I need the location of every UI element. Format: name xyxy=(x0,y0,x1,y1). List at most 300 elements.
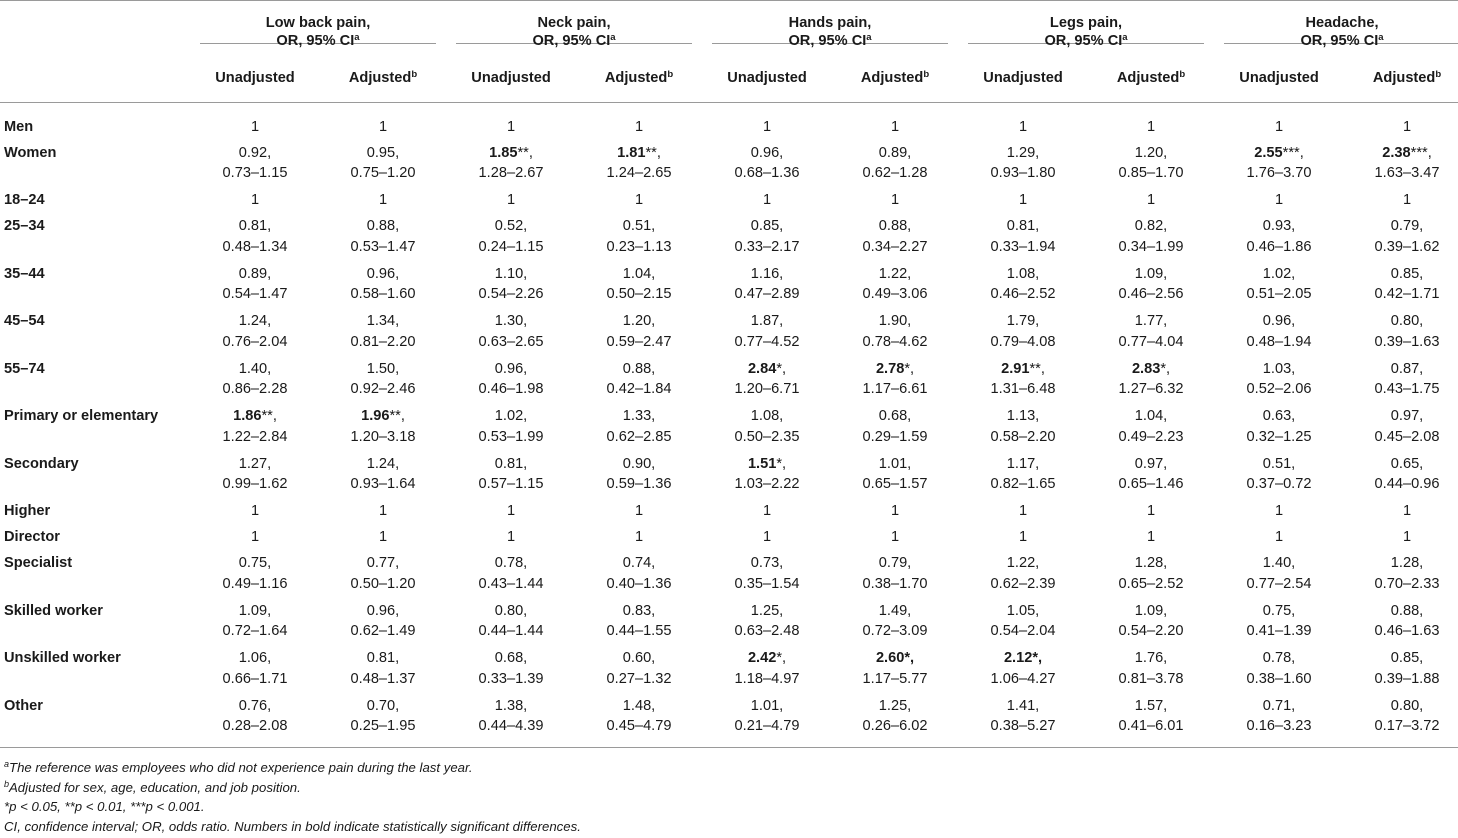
confidence-interval: 0.28–2.08 xyxy=(222,718,288,734)
value-cell xyxy=(1088,190,1214,216)
odds-ratio: 1.34, xyxy=(366,313,400,329)
value-cell xyxy=(832,696,958,748)
confidence-interval: 1.06–4.27 xyxy=(990,670,1056,687)
odds-ratio: 0.88, xyxy=(622,360,656,377)
adjusted-header xyxy=(1344,57,1458,102)
confidence-interval: 0.68–1.36 xyxy=(734,165,800,181)
value-cell xyxy=(446,601,576,649)
odds-ratio: 1 xyxy=(890,503,900,519)
confidence-interval: 0.65–1.46 xyxy=(1118,476,1184,492)
row-label: Skilled worker xyxy=(4,602,103,619)
value-cell xyxy=(190,406,320,454)
odds-ratio: 1 xyxy=(506,192,516,208)
confidence-interval: 0.58–2.20 xyxy=(990,428,1056,445)
odds-ratio: 1 xyxy=(378,503,388,519)
value-cell xyxy=(190,216,320,264)
odds-ratio: 1.33, xyxy=(622,408,656,424)
odds-ratio: 1 xyxy=(1274,192,1284,208)
group-subtitle: OR, 95% CI xyxy=(788,33,867,49)
odds-ratio: 0.85, xyxy=(750,218,784,234)
subheader-label: Adjusted xyxy=(348,70,412,86)
value-cell xyxy=(1344,501,1458,527)
value-cell xyxy=(1344,601,1458,649)
subheader-label: Unadjusted xyxy=(727,70,807,86)
confidence-interval: 0.42–1.84 xyxy=(606,381,672,397)
value-cell xyxy=(702,454,832,502)
confidence-interval: 0.75–1.20 xyxy=(350,165,416,181)
value-cell xyxy=(446,406,576,454)
table-row xyxy=(0,190,1458,216)
confidence-interval: 0.78–4.62 xyxy=(862,333,928,350)
value-cell xyxy=(1088,501,1214,527)
value-cell xyxy=(190,601,320,649)
confidence-interval: 1.20–3.18 xyxy=(350,428,416,445)
odds-ratio: 2.83 xyxy=(1131,360,1161,377)
table-row xyxy=(0,501,1458,527)
odds-ratio: 0.76, xyxy=(238,697,272,714)
odds-ratio: 1.24, xyxy=(366,455,400,472)
value-cell xyxy=(958,553,1088,601)
footnote-mark: a xyxy=(354,32,360,43)
odds-ratio: 1.57, xyxy=(1134,697,1168,714)
value-cell xyxy=(320,601,446,649)
confidence-interval: 1.24–2.65 xyxy=(606,165,672,181)
odds-ratio: 1.02, xyxy=(1262,265,1296,282)
group-header-row xyxy=(0,1,1458,58)
value-cell xyxy=(1214,406,1344,454)
odds-ratio: 1 xyxy=(762,118,772,135)
confidence-interval: 0.70–2.33 xyxy=(1374,575,1440,592)
odds-ratio: 1.22, xyxy=(878,265,912,282)
odds-ratio: 1 xyxy=(762,192,772,208)
odds-ratio: 1.04, xyxy=(622,265,656,282)
odds-ratio: 1 xyxy=(506,529,516,545)
odds-ratio: 1 xyxy=(1018,529,1028,545)
odds-ratio: 1 xyxy=(634,529,644,545)
unadjusted-header xyxy=(190,57,320,102)
confidence-interval: 0.39–1.63 xyxy=(1374,333,1440,350)
value-cell xyxy=(320,501,446,527)
value-cell xyxy=(576,501,702,527)
odds-ratio: 1.90, xyxy=(878,313,912,329)
group-subtitle: OR, 95% CI xyxy=(532,33,611,49)
confidence-interval: 1.22–2.84 xyxy=(222,428,288,445)
odds-ratio: 1.16, xyxy=(750,265,784,282)
confidence-interval: 0.65–1.57 xyxy=(862,476,928,492)
value-cell xyxy=(1214,648,1344,696)
table-row xyxy=(0,102,1458,143)
odds-ratio: 1.03, xyxy=(1262,360,1296,377)
group-title: Hands pain, xyxy=(788,15,872,31)
confidence-interval: 1.31–6.48 xyxy=(990,381,1056,397)
odds-ratio: 1 xyxy=(1402,192,1412,208)
value-cell xyxy=(958,359,1088,407)
footnote-mark: b xyxy=(4,778,10,789)
row-label: 35–44 xyxy=(4,265,45,282)
value-cell xyxy=(446,143,576,191)
footnote-mark: a xyxy=(1122,32,1128,43)
value-cell xyxy=(190,527,320,553)
subheader-row xyxy=(0,57,1458,102)
value-cell xyxy=(958,190,1088,216)
odds-ratio: 0.65, xyxy=(1390,455,1424,472)
group-title: Legs pain, xyxy=(1049,15,1123,31)
value-cell xyxy=(702,406,832,454)
value-cell xyxy=(1344,102,1458,143)
confidence-interval: 0.50–1.20 xyxy=(350,575,416,592)
value-cell xyxy=(576,102,702,143)
footnote-mark: b xyxy=(667,69,674,80)
confidence-interval: 0.93–1.80 xyxy=(990,165,1056,181)
confidence-interval: 0.29–1.59 xyxy=(862,428,928,445)
odds-ratio: 1 xyxy=(890,118,900,135)
subheader-label: Adjusted xyxy=(604,70,668,86)
table-row xyxy=(0,527,1458,553)
confidence-interval: 0.72–3.09 xyxy=(862,623,928,639)
value-cell xyxy=(1088,359,1214,407)
confidence-interval: 0.45–4.79 xyxy=(606,718,672,734)
odds-ratio: 0.77, xyxy=(366,555,400,571)
confidence-interval: 0.54–2.20 xyxy=(1118,623,1184,639)
footnote-mark: a xyxy=(1378,32,1384,43)
value-cell xyxy=(576,454,702,502)
row-label: Director xyxy=(4,529,60,545)
subheader-label: Adjusted xyxy=(1116,70,1180,86)
confidence-interval: 0.44–4.39 xyxy=(478,718,544,734)
odds-ratio: 1 xyxy=(1402,118,1412,135)
value-cell xyxy=(1214,454,1344,502)
confidence-interval: 0.50–2.35 xyxy=(734,428,800,445)
confidence-interval: 0.62–2.39 xyxy=(990,575,1056,592)
confidence-interval: 0.46–1.98 xyxy=(478,381,544,397)
confidence-interval: 0.48–1.37 xyxy=(350,670,416,687)
value-cell xyxy=(576,527,702,553)
confidence-interval: 0.46–1.63 xyxy=(1374,623,1440,639)
odds-ratio: 0.82, xyxy=(1134,218,1168,234)
confidence-interval: 0.38–1.60 xyxy=(1246,670,1312,687)
value-cell xyxy=(576,216,702,264)
footnote-mark: b xyxy=(1435,69,1442,80)
value-cell xyxy=(832,311,958,359)
adjusted-header xyxy=(320,57,446,102)
value-cell xyxy=(702,527,832,553)
footnote-mark: a xyxy=(610,32,616,43)
odds-ratio: 1.29, xyxy=(1006,144,1040,161)
odds-ratio: 1.48, xyxy=(622,697,656,714)
odds-ratio: 0.97, xyxy=(1390,408,1424,424)
value-cell xyxy=(1088,601,1214,649)
row-label: Men xyxy=(4,118,34,135)
odds-ratio: 1 xyxy=(1402,503,1412,519)
group-title: Headache, xyxy=(1305,15,1379,31)
confidence-interval: 0.72–1.64 xyxy=(222,623,288,639)
value-cell xyxy=(1088,553,1214,601)
table-row xyxy=(0,264,1458,312)
significance-mark: *, xyxy=(776,360,787,377)
confidence-interval: 1.17–6.61 xyxy=(862,381,928,397)
odds-ratio: 1 xyxy=(250,503,260,519)
odds-ratio: 0.92, xyxy=(238,144,272,161)
value-cell xyxy=(832,601,958,649)
confidence-interval: 0.79–4.08 xyxy=(990,333,1056,350)
odds-ratio: 1.77, xyxy=(1134,313,1168,329)
value-cell xyxy=(1344,648,1458,696)
confidence-interval: 1.18–4.97 xyxy=(734,670,800,687)
value-cell xyxy=(1344,311,1458,359)
odds-ratio: 1.04, xyxy=(1134,408,1168,424)
confidence-interval: 0.41–1.39 xyxy=(1246,623,1312,639)
unadjusted-header xyxy=(446,57,576,102)
group-subtitle: OR, 95% CI xyxy=(1300,33,1379,49)
odds-ratio: 1.02, xyxy=(494,408,528,424)
odds-ratio: 1 xyxy=(378,118,388,135)
value-cell xyxy=(576,696,702,748)
value-cell xyxy=(1214,527,1344,553)
confidence-interval: 0.44–1.44 xyxy=(478,623,544,639)
odds-ratio: 0.80, xyxy=(1390,313,1424,329)
odds-ratio: 0.89, xyxy=(878,144,912,161)
table-row xyxy=(0,406,1458,454)
odds-ratio: 1 xyxy=(634,118,644,135)
confidence-interval: 0.51–2.05 xyxy=(1246,286,1312,302)
value-cell xyxy=(958,601,1088,649)
confidence-interval: 0.85–1.70 xyxy=(1118,165,1184,181)
odds-ratio: 1.08, xyxy=(1006,265,1040,282)
odds-ratio: 0.70, xyxy=(366,697,400,714)
row-label: Secondary xyxy=(4,455,79,472)
odds-ratio: 1 xyxy=(1146,503,1156,519)
odds-ratio: 0.79, xyxy=(1390,218,1424,234)
value-cell xyxy=(1214,601,1344,649)
confidence-interval: 0.77–4.52 xyxy=(734,333,800,350)
odds-ratio: 0.87, xyxy=(1390,360,1424,377)
unadjusted-header xyxy=(702,57,832,102)
confidence-interval: 0.86–2.28 xyxy=(222,381,288,397)
subheader-label: Adjusted xyxy=(1372,70,1436,86)
value-cell xyxy=(576,359,702,407)
value-cell xyxy=(576,190,702,216)
confidence-interval: 0.33–2.17 xyxy=(734,238,800,255)
footnote-text: *p < 0.05, **p < 0.01, ***p < 0.001. xyxy=(4,799,205,815)
confidence-interval: 0.92–2.46 xyxy=(350,381,416,397)
value-cell xyxy=(832,264,958,312)
value-cell xyxy=(446,190,576,216)
confidence-interval: 1.17–5.77 xyxy=(862,670,928,687)
value-cell xyxy=(702,501,832,527)
odds-ratio: 1.24, xyxy=(238,313,272,329)
odds-ratio: 0.71, xyxy=(1262,697,1296,714)
significance-mark: **, xyxy=(645,144,661,161)
value-cell xyxy=(832,359,958,407)
value-cell xyxy=(958,501,1088,527)
value-cell xyxy=(702,359,832,407)
odds-ratio: 1.20, xyxy=(622,313,656,329)
value-cell xyxy=(832,143,958,191)
odds-ratio: 1.09, xyxy=(1134,602,1168,619)
confidence-interval: 0.76–2.04 xyxy=(222,333,288,350)
row-label: 45–54 xyxy=(4,313,45,329)
odds-ratio: 2.78 xyxy=(875,360,905,377)
confidence-interval: 0.57–1.15 xyxy=(478,476,544,492)
footnote-mark: b xyxy=(1179,69,1186,80)
significance-mark: *, xyxy=(904,360,915,377)
footnote xyxy=(4,778,1444,798)
value-cell xyxy=(958,216,1088,264)
odds-ratio: 0.96, xyxy=(366,602,400,619)
group-header xyxy=(190,1,446,58)
value-cell xyxy=(832,216,958,264)
odds-ratio: 1 xyxy=(634,192,644,208)
corner-cell xyxy=(0,1,190,58)
odds-ratio: 1 xyxy=(250,529,260,545)
odds-ratio: 1.85 xyxy=(489,144,518,161)
value-cell xyxy=(1344,406,1458,454)
significance-mark: *, xyxy=(1160,360,1171,377)
odds-ratio: 1 xyxy=(1018,503,1028,519)
odds-ratio: 2.55 xyxy=(1254,144,1283,161)
footnote-mark: b xyxy=(923,69,930,80)
odds-ratio: 0.73, xyxy=(750,555,784,571)
confidence-interval: 0.38–5.27 xyxy=(990,718,1056,734)
subheader-label: Unadjusted xyxy=(983,70,1063,86)
value-cell xyxy=(1214,696,1344,748)
value-cell xyxy=(320,102,446,143)
value-cell xyxy=(320,143,446,191)
value-cell xyxy=(446,648,576,696)
value-cell xyxy=(958,527,1088,553)
odds-ratio: 1.28, xyxy=(1134,555,1168,571)
confidence-interval: 0.53–1.99 xyxy=(478,428,544,445)
odds-ratio: 0.93, xyxy=(1262,218,1296,234)
odds-ratio: 1 xyxy=(1274,118,1284,135)
row-label: Higher xyxy=(4,503,51,519)
footnote xyxy=(4,797,1444,817)
subheader-label: Unadjusted xyxy=(471,70,551,86)
value-cell xyxy=(1214,216,1344,264)
value-cell xyxy=(832,501,958,527)
confidence-interval: 0.62–2.85 xyxy=(606,428,672,445)
value-cell xyxy=(576,406,702,454)
confidence-interval: 1.28–2.67 xyxy=(478,165,544,181)
odds-ratio: 0.85, xyxy=(1390,265,1424,282)
value-cell xyxy=(190,454,320,502)
odds-ratio: 1.79, xyxy=(1006,313,1040,329)
odds-ratio: 0.81, xyxy=(366,650,400,666)
odds-ratio: 1 xyxy=(506,118,516,135)
value-cell xyxy=(190,190,320,216)
confidence-interval: 0.16–3.23 xyxy=(1246,718,1312,734)
odds-ratio: 0.96, xyxy=(750,144,784,161)
confidence-interval: 0.39–1.88 xyxy=(1374,670,1440,687)
value-cell xyxy=(576,553,702,601)
odds-ratio: 2.12*, xyxy=(1003,650,1043,666)
odds-ratio: 1 xyxy=(1146,529,1156,545)
odds-ratio: 1.25, xyxy=(878,697,912,714)
odds-ratio: 2.38 xyxy=(1382,144,1411,161)
odds-ratio: 0.79, xyxy=(878,555,912,571)
odds-ratio: 0.75, xyxy=(1262,602,1296,619)
odds-ratio: 1 xyxy=(1146,118,1156,135)
table-body xyxy=(0,102,1458,748)
odds-ratio: 0.80, xyxy=(1390,697,1424,714)
odds-ratio: 1.49, xyxy=(878,602,912,619)
confidence-interval: 0.21–4.79 xyxy=(734,718,800,734)
confidence-interval: 0.93–1.64 xyxy=(350,476,416,492)
value-cell xyxy=(446,216,576,264)
value-cell xyxy=(702,311,832,359)
confidence-interval: 0.27–1.32 xyxy=(606,670,672,687)
unadjusted-header xyxy=(1214,57,1344,102)
confidence-interval: 0.99–1.62 xyxy=(222,476,288,492)
table-row xyxy=(0,553,1458,601)
value-cell xyxy=(702,696,832,748)
odds-ratio: 0.81, xyxy=(494,455,528,472)
value-cell xyxy=(1088,264,1214,312)
value-cell xyxy=(446,264,576,312)
value-cell xyxy=(1344,264,1458,312)
value-cell xyxy=(958,311,1088,359)
confidence-interval: 0.37–0.72 xyxy=(1246,476,1312,492)
odds-ratio: 1.50, xyxy=(366,360,400,377)
value-cell xyxy=(320,359,446,407)
value-cell xyxy=(702,601,832,649)
value-cell xyxy=(1088,143,1214,191)
value-cell xyxy=(320,648,446,696)
footnote xyxy=(4,758,1444,778)
value-cell xyxy=(1344,696,1458,748)
value-cell xyxy=(446,553,576,601)
value-cell xyxy=(190,264,320,312)
confidence-interval: 0.38–1.70 xyxy=(862,575,928,592)
confidence-interval: 1.27–6.32 xyxy=(1118,381,1184,397)
confidence-interval: 0.50–2.15 xyxy=(606,286,672,302)
corner-cell-2 xyxy=(0,57,190,102)
value-cell xyxy=(190,501,320,527)
confidence-interval: 0.46–2.56 xyxy=(1118,286,1184,302)
odds-ratio: 0.89, xyxy=(238,265,272,282)
value-cell xyxy=(1088,311,1214,359)
value-cell xyxy=(702,143,832,191)
footnote-text: Adjusted for sex, age, education, and job position. xyxy=(9,779,301,795)
confidence-interval: 0.43–1.44 xyxy=(478,575,544,592)
value-cell xyxy=(958,454,1088,502)
table-row xyxy=(0,601,1458,649)
confidence-interval: 0.63–2.65 xyxy=(478,333,544,350)
value-cell xyxy=(320,264,446,312)
odds-ratio: 0.60, xyxy=(622,650,656,666)
odds-ratio: 1.76, xyxy=(1134,650,1168,666)
odds-ratio: 0.68, xyxy=(494,650,528,666)
adjusted-header xyxy=(1088,57,1214,102)
confidence-interval: 0.48–1.94 xyxy=(1246,333,1312,350)
footnote-mark: a xyxy=(866,32,872,43)
confidence-interval: 0.54–2.04 xyxy=(990,623,1056,639)
value-cell xyxy=(958,143,1088,191)
odds-ratio: 1 xyxy=(1146,192,1156,208)
significance-mark: ***, xyxy=(1410,144,1432,161)
value-cell xyxy=(1214,190,1344,216)
value-cell xyxy=(1214,553,1344,601)
value-cell xyxy=(1214,501,1344,527)
confidence-interval: 0.45–2.08 xyxy=(1374,428,1440,445)
confidence-interval: 1.20–6.71 xyxy=(734,381,800,397)
confidence-interval: 0.54–1.47 xyxy=(222,286,288,302)
odds-ratio: 1.09, xyxy=(1134,265,1168,282)
confidence-interval: 0.24–1.15 xyxy=(478,238,544,255)
confidence-interval: 0.77–2.54 xyxy=(1246,575,1312,592)
group-header xyxy=(1214,1,1458,58)
odds-ratio: 1 xyxy=(1018,192,1028,208)
